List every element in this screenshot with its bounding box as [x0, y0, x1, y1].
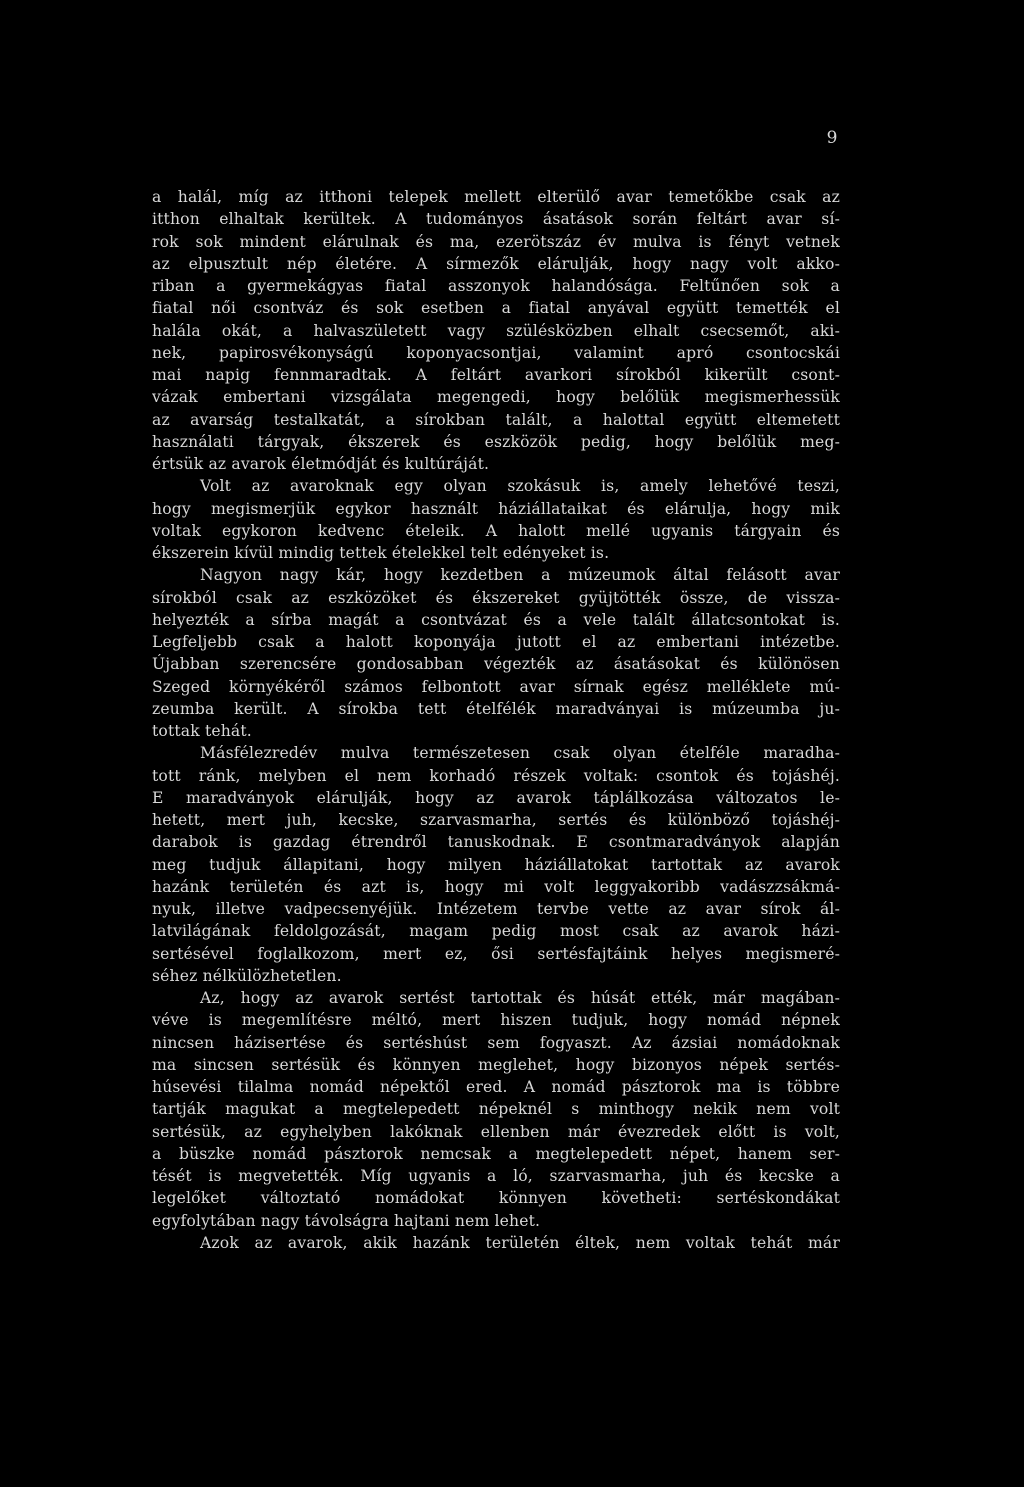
text-line: ékszerein kívül mindig tettek ételekkel telt edényeket is.: [152, 544, 610, 562]
text-line: Volt az avaroknak egy olyan szokásuk is, amely lehetővé teszi,: [200, 477, 840, 496]
text-line: tését is megvetették. Míg ugyanis a ló, szarvasmarha, juh és kecske a: [152, 1167, 840, 1185]
text-line: tottak tehát.: [152, 722, 252, 740]
text-line: nyuk, illetve vadpecsenyéjük. Intézetem tervbe vette az avar sírok ál-: [152, 900, 840, 918]
text-line: húsevési tilalma nomád népektől ered. A nomád pásztorok ma is többre: [152, 1078, 840, 1096]
text-line: halála okát, a halvaszületett vagy szülésközben elhalt csecsemőt, aki-: [152, 321, 840, 340]
text-line: rok sok mindent elárulnak és ma, ezerötszáz év mulva is fényt vetnek: [152, 232, 840, 251]
text-line: Az, hogy az avarok sertést tartottak és húsát ették, már magában-: [200, 989, 840, 1007]
text-line: egyfolytában nagy távolságra hajtani nem lehet.: [152, 1211, 541, 1230]
text-line: tartják magukat a megtelepedett népeknél s minthogy nekik nem volt: [152, 1100, 840, 1119]
text-line: helyezték a sírba magát a csontvázat és a vele talált állatcsontokat is.: [152, 610, 840, 629]
text-line: az avarság testalkatát, a sírokban talált, a halottal együtt eltemetett: [152, 410, 840, 429]
text-line: ma sincsen sertésük és könnyen meglehet, hogy bizonyos népek sertés-: [152, 1055, 840, 1074]
text-line: meg tudjuk állapitani, hogy milyen háziállatokat tartottak az avarok: [152, 855, 840, 874]
text-line: a halál, míg az itthoni telepek mellett elterülő avar temetőkbe csak az: [152, 188, 840, 206]
text-line: voltak egykoron kedvenc ételeik. A halott mellé ugyanis tárgyain és: [152, 521, 840, 540]
text-line: véve is megemlítésre méltó, mert hiszen tudjuk, hogy nomád népnek: [152, 1011, 840, 1030]
text-line: Nagyon nagy kár, hogy kezdetben a múzeumok által felásott avar: [200, 566, 840, 585]
text-line: értsük az avarok életmódját és kultúráját.: [152, 455, 490, 473]
text-line: E maradványok elárulják, hogy az avarok táplálkozása változatos le-: [152, 788, 840, 807]
text-line: hetett, mert juh, kecske, szarvasmarha, sertés és különböző tojáshéj-: [152, 811, 840, 829]
text-line: itthon elhaltak kerültek. A tudományos ásatások során feltárt avar sí-: [152, 210, 840, 229]
text-line: latvilágának feldolgozását, magam pedig most csak az avarok házi-: [152, 922, 840, 941]
text-line: vázak embertani vizsgálata megengedi, hogy belőlük megismerhessük: [152, 388, 840, 407]
text-line: Újabban szerencsére gondosabban végezték az ásatásokat és különösen: [152, 655, 840, 674]
text-line: Azok az avarok, akik hazánk területén éltek, nem voltak tehát már: [200, 1233, 840, 1252]
text-line: sertésük, az egyhelyben lakóknak ellenben már évezredek előtt is volt,: [152, 1122, 840, 1141]
text-line: zeumba került. A sírokba tett ételfélék maradványai is múzeumba ju-: [152, 699, 840, 718]
text-line: Másfélezredév mulva természetesen csak olyan ételféle maradha-: [200, 744, 840, 763]
text-line: hazánk területén és azt is, hogy mi volt leggyakoribb vadászzsákmá-: [152, 877, 840, 896]
text-line: nincsen házisertése és sertéshúst sem fogyaszt. Az ázsiai nomádoknak: [152, 1033, 840, 1052]
text-line: séhez nélkülözhetetlen.: [152, 966, 342, 985]
text-line: Legfeljebb csak a halott koponyája jutott el az embertani intézetbe.: [152, 633, 840, 651]
text-line: riban a gyermekágyas fiatal asszonyok halandósága. Feltűnően sok a: [152, 277, 840, 295]
text-line: Szeged környékéről számos felbontott avar sírnak egész melléklete mú-: [152, 677, 840, 696]
text-line: legelőket változtató nomádokat könnyen követheti: sertéskondákat: [152, 1189, 840, 1208]
body-text: [152, 186, 840, 1254]
text-line: darabok is gazdag étrendről tanuskodnak. E csontmaradványok alapján: [152, 833, 840, 852]
page-number: 9: [826, 128, 838, 148]
text-line: hogy megismerjük egykor használt háziállataikat és elárulja, hogy mik: [152, 499, 840, 518]
text-line: sertésével foglalkozom, mert ez, ősi sertésfajtáink helyes megismeré-: [152, 944, 840, 963]
text-line: sírokból csak az eszközöket és ékszereket gyüjtötték össze, de vissza-: [152, 588, 840, 607]
text-line: használati tárgyak, ékszerek és eszközök pedig, hogy belőlük meg-: [152, 432, 840, 451]
text-line: nek, papirosvékonyságú koponyacsontjai, valamint apró csontocskái: [152, 343, 840, 362]
text-line: fiatal női csontváz és sok esetben a fiatal anyával együtt temették el: [152, 299, 840, 318]
text-line: a büszke nomád pásztorok nemcsak a megtelepedett népet, hanem ser-: [152, 1144, 840, 1163]
text-line: az elpusztult nép életére. A sírmezők elárulják, hogy nagy volt akko-: [152, 254, 840, 273]
text-line: tott ránk, melyben el nem korhadó részek voltak: csontok és tojáshéj.: [152, 766, 840, 785]
text-line: mai napig fennmaradtak. A feltárt avarkori sírokból kikerült csont-: [152, 366, 840, 384]
